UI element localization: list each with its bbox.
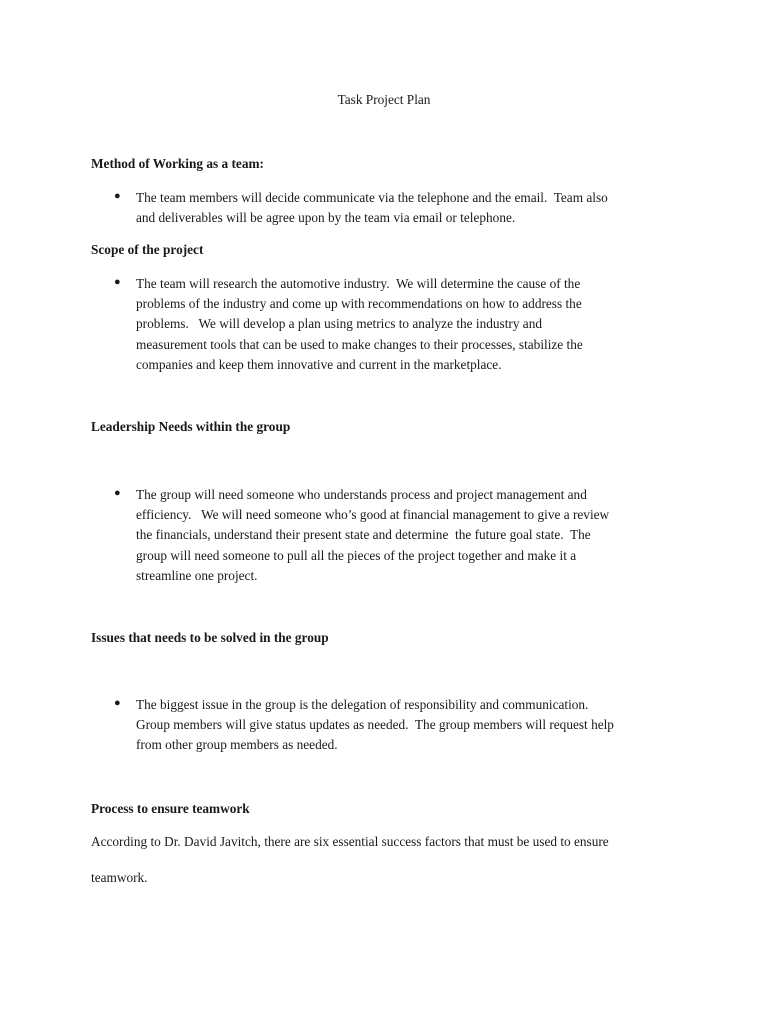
section-heading-method-of-working: Method of Working as a team: <box>91 156 264 171</box>
bullet-icon: ● <box>114 697 121 709</box>
section-heading-scope: Scope of the project <box>91 242 204 257</box>
section-heading-process-teamwork: Process to ensure teamwork <box>91 801 250 816</box>
bullet-icon: ● <box>114 276 121 288</box>
document-title: Task Project Plan <box>337 92 431 107</box>
bullet-text: The biggest issue in the group is the delegation of responsibility and communication. Group members will give status updates as needed. The group members will request help from other group members as needed. <box>136 697 614 753</box>
bullet-text: The team members will decide communicate via the telephone and the email. Team also and deliverables will be agree upon by the team via email or telephone. <box>136 190 608 226</box>
bullet-text: The group will need someone who understands process and project management and efficiency. We will need someone who’s good at financial management to give a review the financials, understand their present state and determine the future goal state. The group will need someone to pull all the pieces of the project together and make it a streamline one project. <box>136 487 610 583</box>
section-heading-leadership-needs: Leadership Needs within the group <box>91 419 291 434</box>
section-heading-issues: Issues that needs to be solved in the group <box>91 630 329 645</box>
paragraph-line-2: teamwork. <box>91 870 148 885</box>
bullet-icon: ● <box>114 487 121 499</box>
bullet-icon: ● <box>114 190 121 202</box>
paragraph-line-1: According to Dr. David Javitch, there are six essential success factors that must be used to ensure <box>91 834 609 849</box>
bullet-text: The team will research the automotive industry. We will determine the cause of the problems of the industry and come up with recommendations on how to address the problems. We will develop a plan using metrics to analyze the industry and measurement tools that can be used to make changes to their processes, stabilize the companies and keep them innovative and current in the marketplace. <box>136 276 583 372</box>
